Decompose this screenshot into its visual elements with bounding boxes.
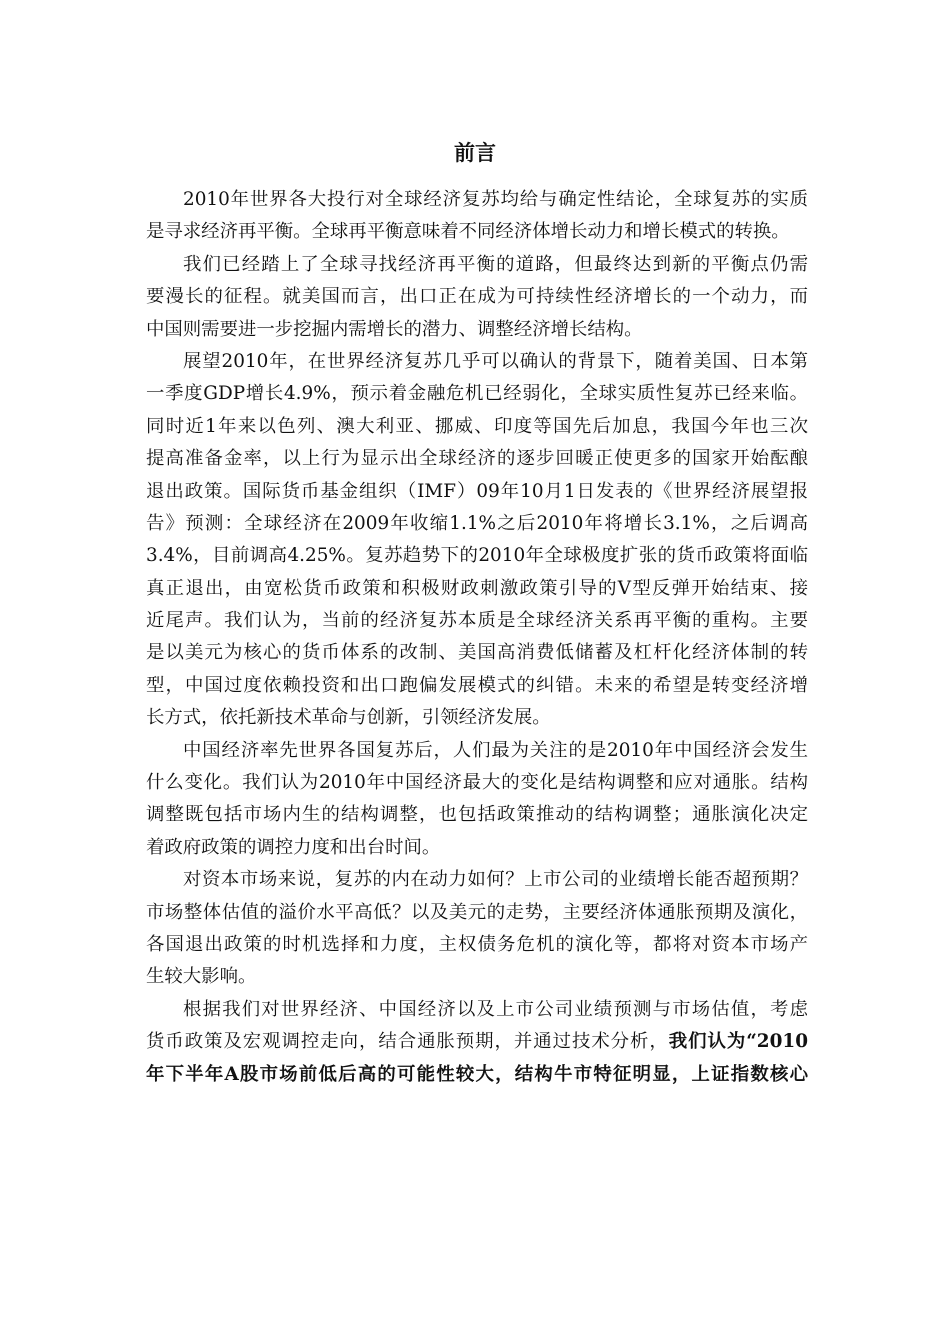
paragraph-line: 3.4%，目前调高4.25%。复苏趋势下的2010年全球极度扩张的货币政策将面临 [146,545,808,567]
paragraph-line: 退出政策。国际货币基金组织（IMF）09年10月1日发表的《世界经济展望报 [146,480,808,502]
paragraph-line: 要漫长的征程。就美国而言，出口正在成为可持续性经济增长的一个动力，而 [146,286,808,308]
paragraph-line: 展望2010年，在世界经济复苏几乎可以确认的背景下，随着美国、日本第 [183,350,808,372]
paragraph-line: 中国则需要进一步挖掘内需增长的潜力、调整经济增长结构。 [146,318,643,340]
paragraph-5 [146,864,808,994]
paragraph-line: 型，中国过度依赖投资和出口跑偏发展模式的纠错。未来的希望是转变经济增 [146,674,808,696]
document-body [146,184,808,1091]
paragraph-line: 生较大影响。 [146,966,257,988]
page-title: 前言 [454,140,496,165]
paragraph-line: 中国经济率先世界各国复苏后，人们最为关注的是2010年中国经济会发生 [183,739,808,761]
paragraph-line-mixed [146,1026,808,1058]
paragraph-line: 各国退出政策的时机选择和力度，主权债务危机的演化等，都将对资本市场产 [146,933,808,955]
paragraph-line: 是寻求经济再平衡。全球再平衡意味着不同经济体增长动力和增长模式的转换。 [146,221,790,243]
paragraph-line: 2010年世界各大投行对全球经济复苏均给与确定性结论，全球复苏的实质 [183,189,808,210]
paragraph-line: 调整既包括市场内生的结构调整，也包括政策推动的结构调整；通胀演化决定 [146,804,808,826]
paragraph-2 [146,249,808,346]
paragraph-line: 一季度GDP增长4.9%，预示着金融危机已经弱化，全球实质性复苏已经来临。 [146,383,808,405]
paragraph-line: 告》预测：全球经济在2009年收缩1.1%之后2010年将增长3.1%，之后调高 [146,512,808,534]
paragraph-line: 真正退出，由宽松货币政策和积极财政刺激政策引导的V型反弹开始结束、接 [146,577,808,599]
paragraph-line: 着政府政策的调控力度和出台时间。 [146,836,441,858]
paragraph-3 [146,346,808,735]
paragraph-line: 对资本市场来说，复苏的内在动力如何？上市公司的业绩增长能否超预期？ [183,869,808,891]
paragraph-line: 市场整体估值的溢价水平高低？以及美元的走势，主要经济体通胀预期及演化， [146,901,808,923]
paragraph-line: 同时近1年来以色列、澳大利亚、挪威、印度等国先后加息，我国今年也三次 [146,415,808,437]
conclusion-highlight: 我们认为“2010 [668,1031,808,1053]
paragraph-line: 根据我们对世界经济、中国经济以及上市公司业绩预测与市场估值，考虑 [183,998,808,1020]
paragraph-line-bold: 年下半年A股市场前低后高的可能性较大，结构牛市特征明显，上证指数核心 [146,1063,808,1085]
paragraph-4 [146,735,808,865]
paragraph-6 [146,994,808,1091]
paragraph-line-text: 货币政策及宏观调控走向，结合通胀预期，并通过技术分析， [146,1031,669,1053]
paragraph-line: 我们已经踏上了全球寻找经济再平衡的道路，但最终达到新的平衡点仍需 [183,253,808,275]
paragraph-line: 长方式，依托新技术革命与创新，引领经济发展。 [146,707,551,729]
paragraph-line: 近尾声。我们认为，当前的经济复苏本质是全球经济关系再平衡的重构。主要 [146,610,808,632]
paragraph-line: 提高准备金率，以上行为显示出全球经济的逐步回暖正使更多的国家开始酝酿 [146,448,808,470]
paragraph-line: 是以美元为核心的货币体系的改制、美国高消费低储蓄及杠杆化经济体制的转 [146,642,808,664]
paragraph-line: 什么变化。我们认为2010年中国经济最大的变化是结构调整和应对通胀。结构 [146,772,808,794]
paragraph-1 [146,184,808,249]
